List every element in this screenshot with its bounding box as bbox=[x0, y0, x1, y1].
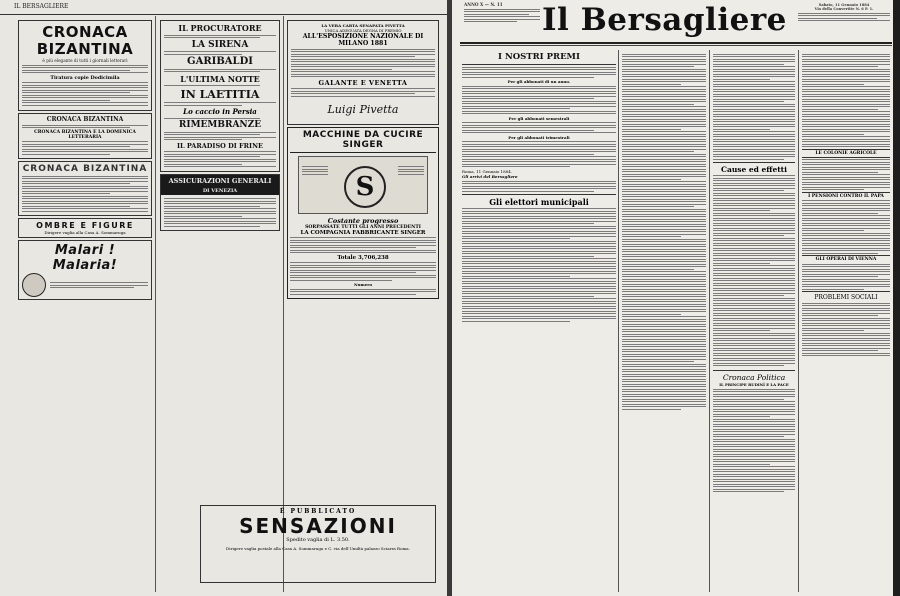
ombre-box bbox=[18, 218, 152, 238]
arrivi-title: Gli arrivi del Bersagliere bbox=[462, 174, 518, 179]
header-right bbox=[798, 3, 890, 23]
right-page bbox=[452, 0, 900, 596]
dateline: Roma, 11 Gennaio 1884. bbox=[462, 169, 513, 174]
garibaldi-title: GARIBALDI bbox=[187, 56, 253, 67]
pensioni-title: I PENSIONI CONTRO IL PAPA bbox=[802, 192, 890, 199]
cronaca-heading-2: CRONACA BIZANTINA bbox=[46, 116, 124, 123]
ombre-title: OMBRE E FIGURE bbox=[36, 221, 134, 230]
left-rule-1 bbox=[155, 16, 156, 592]
singer-title: MACCHINE DA CUCIRE SINGER bbox=[290, 130, 436, 153]
caccia-title: Lo caccio in Persia bbox=[183, 107, 257, 116]
malaria-seal-icon bbox=[22, 273, 46, 297]
malaria-box bbox=[18, 240, 152, 300]
issue-date: Sabato, 11 Gennaio 1884 bbox=[818, 3, 870, 7]
senapata-box bbox=[287, 20, 439, 125]
left-running-head bbox=[0, 0, 447, 15]
header-right-body bbox=[798, 13, 890, 22]
galante-title: GALANTE E VENETTA bbox=[318, 78, 408, 87]
cronaca-box-3 bbox=[18, 161, 152, 216]
premi-body-3 bbox=[462, 122, 616, 133]
colonie-title: LE COLONIE AGRICOLE bbox=[802, 149, 890, 158]
ombre-sub: Dirigere vaglia alla Casa A. Sommaruga bbox=[44, 230, 126, 235]
sensazioni-ad bbox=[200, 505, 436, 583]
malaria-title: Malari ! Malaria! bbox=[52, 243, 118, 273]
cronaca-body-5 bbox=[22, 176, 148, 212]
cronaca-body-3 bbox=[22, 125, 148, 129]
singer-compagnia: LA COMPAGNIA FABBRICANTE SINGER bbox=[300, 229, 426, 236]
singer-logo-right-text bbox=[398, 165, 424, 177]
singer-body-2 bbox=[290, 262, 436, 281]
assicurazioni-body bbox=[161, 195, 279, 231]
right-col-2-body bbox=[622, 54, 706, 410]
header-left-body bbox=[464, 9, 540, 23]
premi-body-2 bbox=[462, 86, 616, 115]
singer-costante: Costante progresso bbox=[327, 216, 399, 225]
senapata-body bbox=[291, 49, 435, 78]
problemi-body bbox=[802, 303, 890, 357]
cronaca-ad-2: CRONACA BIZANTINA E LA DOMENICA LETTERARIA bbox=[34, 129, 136, 140]
venezia-title: DI VENEZIA bbox=[161, 187, 279, 195]
procuratore-body bbox=[164, 35, 276, 39]
right-col-5-body bbox=[802, 54, 890, 148]
elettori-title: Gli elettori municipali bbox=[489, 196, 589, 207]
right-rule-3 bbox=[798, 50, 799, 592]
right-col-2 bbox=[622, 52, 706, 590]
malaria-body bbox=[22, 273, 148, 297]
cause-body bbox=[713, 175, 795, 389]
esposizione-title: ALL'ESPOSIZIONE NAZIONALE DI MILANO 1881 bbox=[302, 33, 424, 47]
cronaca-price: Tiratura copie Dodicimila bbox=[50, 74, 120, 81]
caccia-body bbox=[164, 118, 276, 119]
senapata-title: LA VERA CARTA SENAPATA PIVETTA bbox=[321, 23, 405, 28]
right-rule-2 bbox=[709, 50, 710, 592]
garibaldi-body bbox=[164, 69, 276, 73]
assicurazioni-title: ASSICURAZIONI GENERALI bbox=[161, 175, 279, 187]
cronaca-politica-body bbox=[713, 389, 795, 493]
elettori-body bbox=[462, 208, 616, 322]
sirena-title: LA SIRENA bbox=[191, 39, 249, 50]
procuratore-box bbox=[160, 20, 280, 172]
left-running-title: IL BERSAGLIERE bbox=[14, 3, 69, 10]
premi-body-4 bbox=[462, 141, 616, 167]
singer-logo bbox=[298, 156, 428, 214]
cronaca-sub: è più elegante di tutti i giornali letterari bbox=[42, 58, 128, 63]
malaria-text bbox=[50, 281, 148, 290]
rimembranze-title: RIMEMBRANZE bbox=[178, 120, 262, 130]
laetitia-title: IN LAETITIA bbox=[180, 87, 260, 101]
laetitia-body bbox=[164, 102, 276, 106]
sensazioni-price: Spedito vaglia di L. 3.50. bbox=[286, 537, 350, 543]
right-col-1 bbox=[462, 52, 616, 590]
cronaca-box-2 bbox=[18, 113, 152, 159]
ultima-body bbox=[164, 85, 276, 86]
cronaca-body-4 bbox=[22, 141, 148, 155]
right-col-5 bbox=[802, 52, 890, 590]
paradiso-body bbox=[164, 151, 276, 167]
cronaca-politica-title: Cronaca Politica bbox=[722, 373, 786, 382]
issue-number: ANNO X — N. 11 bbox=[464, 2, 503, 7]
elettori-rule bbox=[462, 194, 616, 195]
cause-title: Cause ed effetti bbox=[721, 164, 787, 174]
right-rule-1 bbox=[618, 50, 619, 592]
masthead-title: Il Bersagliere bbox=[542, 2, 787, 38]
cronaca-politica bbox=[713, 368, 795, 590]
left-col-1 bbox=[18, 18, 152, 590]
senapata-sub: UNICA ADEGUATA DEGNA DI PREMIO bbox=[324, 28, 402, 33]
principe-title: IL PRINCIPE RUDINÌ E LA PACE bbox=[719, 382, 789, 387]
sensazioni-note: Dirigere vaglia postale alla Casa A. Sommaruga e C. via dell'Umiltà palazzo Sciarra Roma. bbox=[226, 546, 410, 551]
operai-body bbox=[802, 264, 890, 290]
cronaca-body-2 bbox=[22, 82, 148, 106]
rimembranze-body bbox=[164, 132, 276, 141]
problemi-title: PROBLEMI SOCIALI bbox=[802, 291, 890, 301]
cronaca-title: CRONACA BIZANTINA bbox=[36, 23, 134, 58]
singer-sorpassate: SORPASSATE TUTTI GLI ANNI PRECEDENTI bbox=[305, 224, 421, 230]
assicurazioni-box bbox=[160, 174, 280, 232]
ultima-title: L'ULTIMA NOTTE bbox=[180, 73, 260, 84]
singer-totale: Totale 3,706,238 bbox=[337, 254, 389, 261]
galante-body bbox=[291, 88, 435, 97]
pivetta-signature: Luigi Pivetta bbox=[327, 102, 399, 116]
singer-body bbox=[290, 237, 436, 253]
left-col-3 bbox=[287, 18, 439, 502]
sensazioni-pubblicato: È PUBBLICATO bbox=[279, 508, 357, 515]
colonie-body bbox=[802, 159, 890, 190]
premi-sub3: Per gli abbonati trimestrali bbox=[508, 134, 570, 140]
procuratore-title: IL PROCURATORE bbox=[178, 23, 262, 33]
cronaca-box bbox=[18, 20, 152, 111]
premi-sub2: Per gli abbonati semestrali bbox=[508, 115, 570, 121]
masthead-rule-2 bbox=[460, 45, 892, 46]
singer-s-icon: S bbox=[344, 166, 386, 208]
cronaca-body bbox=[22, 65, 148, 74]
header-left bbox=[464, 3, 540, 24]
left-page bbox=[0, 0, 447, 596]
cronaca-heading-3: CRONACA BIZANTINA bbox=[22, 164, 148, 174]
premi-body bbox=[462, 67, 616, 78]
singer-logo-left-text bbox=[302, 165, 328, 177]
paradiso-title: IL PARADISO DI FRINE bbox=[177, 141, 263, 150]
cronaca-politica-rule bbox=[713, 370, 795, 371]
premi-title: I NOSTRI PREMI bbox=[462, 52, 616, 65]
pensioni-body bbox=[802, 200, 890, 254]
operai-title: GLI OPERAI DI VIENNA bbox=[802, 255, 890, 262]
right-edge-strip bbox=[893, 0, 900, 596]
singer-ad bbox=[287, 127, 439, 300]
sirena-body bbox=[164, 51, 276, 55]
premi-sub1: Per gli abbonati di un anno. bbox=[507, 79, 571, 84]
arrivi-body bbox=[462, 181, 616, 192]
right-col-3-body bbox=[713, 54, 795, 160]
cause-rule bbox=[713, 162, 795, 163]
masthead-rule bbox=[460, 42, 892, 44]
sensazioni-title: SENSAZIONI bbox=[239, 514, 397, 538]
singer-body-3 bbox=[290, 289, 436, 295]
office-address: Via della Convertite N. 6 P. 1. bbox=[814, 7, 874, 12]
singer-numero: Numero bbox=[353, 282, 373, 287]
